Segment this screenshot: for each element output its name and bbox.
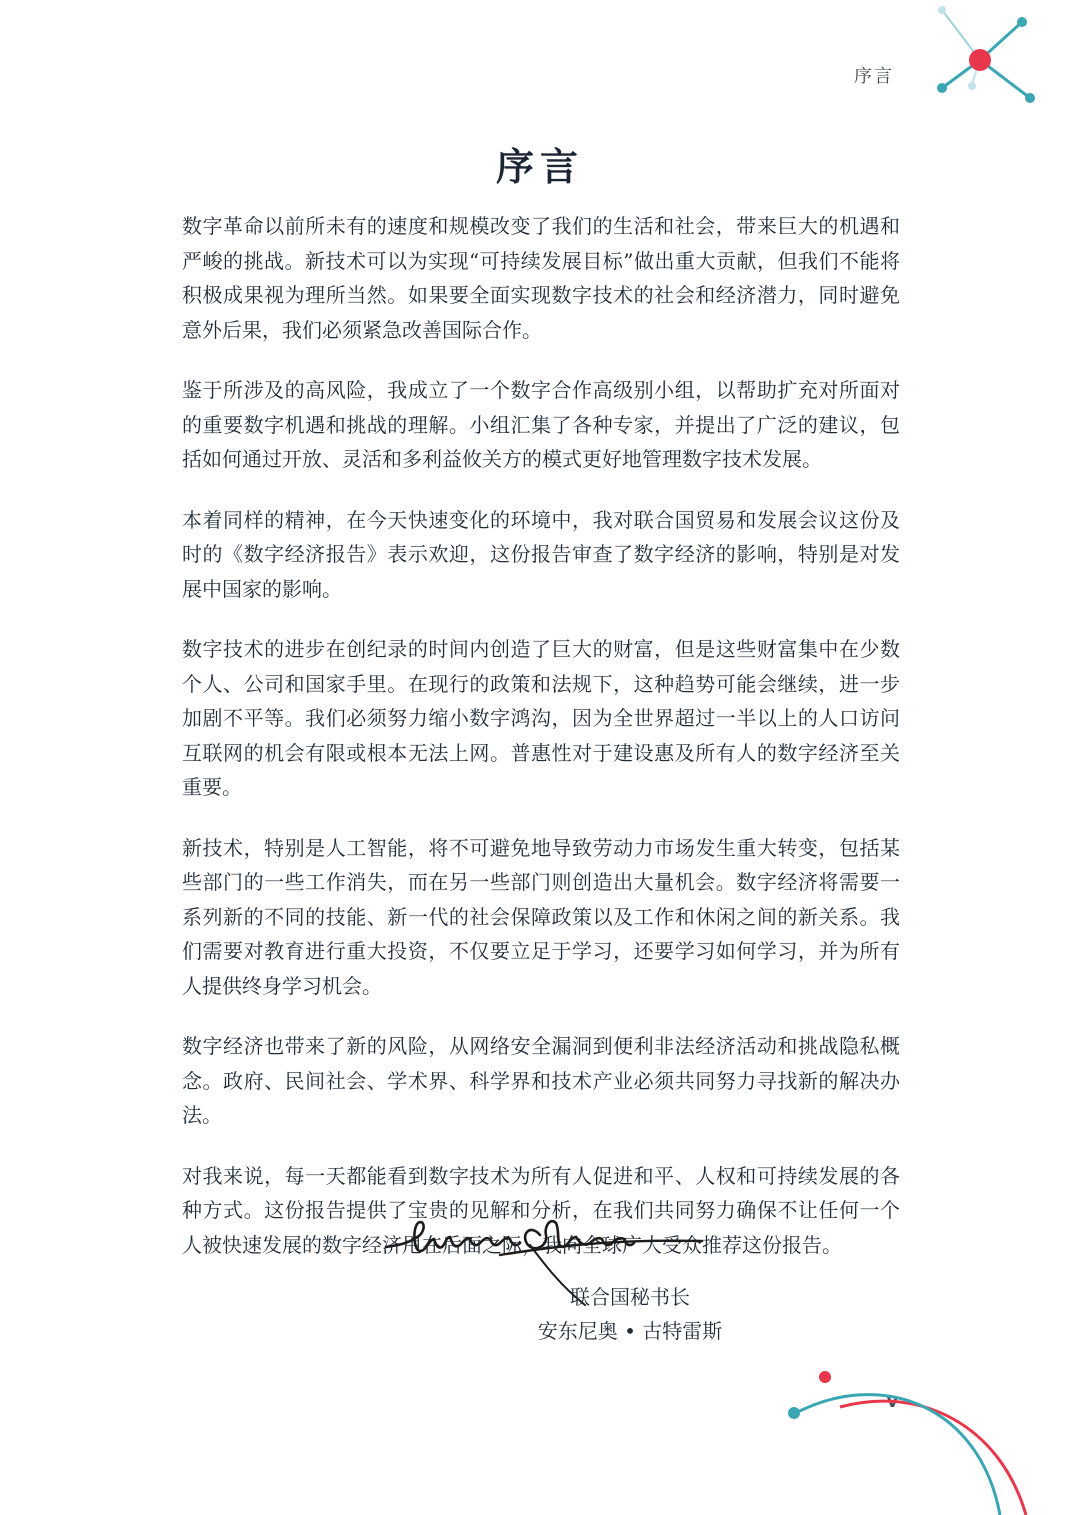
- arc-teal: [792, 1395, 1000, 1515]
- running-header: 序言: [854, 66, 894, 87]
- paragraph: 数字技术的进步在创纪录的时间内创造了巨大的财富，但是这些财富集中在少数个人、公司和国家手里。在现行的政策和法规下，这种趋势可能会继续，进一步加剧不平等。我们必须努力缩小数字鸿沟，因为全世界超过一半以上的人口访问互联网的机会有限或根本无法上网。普惠性对于建设惠及所有人的数字经济至关重要。: [182, 637, 900, 799]
- paragraph: 数字革命以前所未有的速度和规模改变了我们的生活和社会，带来巨大的机遇和严峻的挑战。新技术可以为实现“可持续发展目标”做出重大贡献，但我们不能将积极成果视为理所当然。如果要全面实现数字技术的社会和经济潜力，同时避免意外后果，我们必须紧急改善国际合作。: [182, 214, 900, 342]
- foreword-body: [182, 209, 900, 1288]
- node-center-dot: [969, 49, 991, 71]
- signatory-name: 安东尼奥 • 古特雷斯: [537, 1319, 723, 1343]
- network-node-graphic: [920, 0, 1080, 130]
- paragraph: 对我来说，每一天都能看到数字技术为所有人促进和平、人权和可持续发展的各种方式。这份报告提供了宝贵的见解和分析，在我们共同努力确保不让任何一个人被快速发展的数字经济甩在后面之际，我向全球广大受众推荐这份报告。: [182, 1163, 900, 1257]
- paragraph: 数字经济也带来了新的风险，从网络安全漏洞到便利非法经济活动和挑战隐私概念。政府、民间社会、学术界、科学界和技术产业必须共同努力寻找新的解决办法。: [182, 1034, 900, 1127]
- arc-dot-teal: [788, 1407, 800, 1419]
- node-dot: [968, 82, 976, 90]
- page-number: v: [886, 1392, 898, 1412]
- signatory-title: 联合国秘书长: [570, 1285, 690, 1309]
- node-dot: [937, 83, 947, 93]
- page-title: 序言: [495, 144, 584, 189]
- signature-block: [0, 1280, 1080, 1348]
- node-dot: [1017, 17, 1027, 27]
- node-dot: [1025, 93, 1035, 103]
- arc-dot-red: [819, 1371, 831, 1383]
- arc-decoration-graphic: [780, 1345, 1080, 1515]
- paragraph: 鉴于所涉及的高风险，我成立了一个数字合作高级别小组，以帮助扩充对所面对的重要数字机遇和挑战的理解。小组汇集了各种专家，并提出了广泛的建议，包括如何通过开放、灵活和多利益攸关方的模式更好地管理数字技术发展。: [182, 378, 900, 471]
- node-dot: [938, 6, 946, 14]
- paragraph: 本着同样的精神，在今天快速变化的环境中，我对联合国贸易和发展会议这份及时的《数字经济报告》表示欢迎，这份报告审查了数字经济的影响，特别是对发展中国家的影响。: [182, 507, 900, 601]
- arc-red: [840, 1401, 1026, 1515]
- paragraph: 新技术，特别是人工智能，将不可避免地导致劳动力市场发生重大转变，包括某些部门的一些工作消失，而在另一些部门则创造出大量机会。数字经济将需要一系列新的不同的技能、新一代的社会保障政策以及工作和休闲之间的新关系。我们需要对教育进行重大投资，不仅要立足于学习，还要学习如何学习，并为所有人提供终身学习机会。: [182, 835, 900, 998]
